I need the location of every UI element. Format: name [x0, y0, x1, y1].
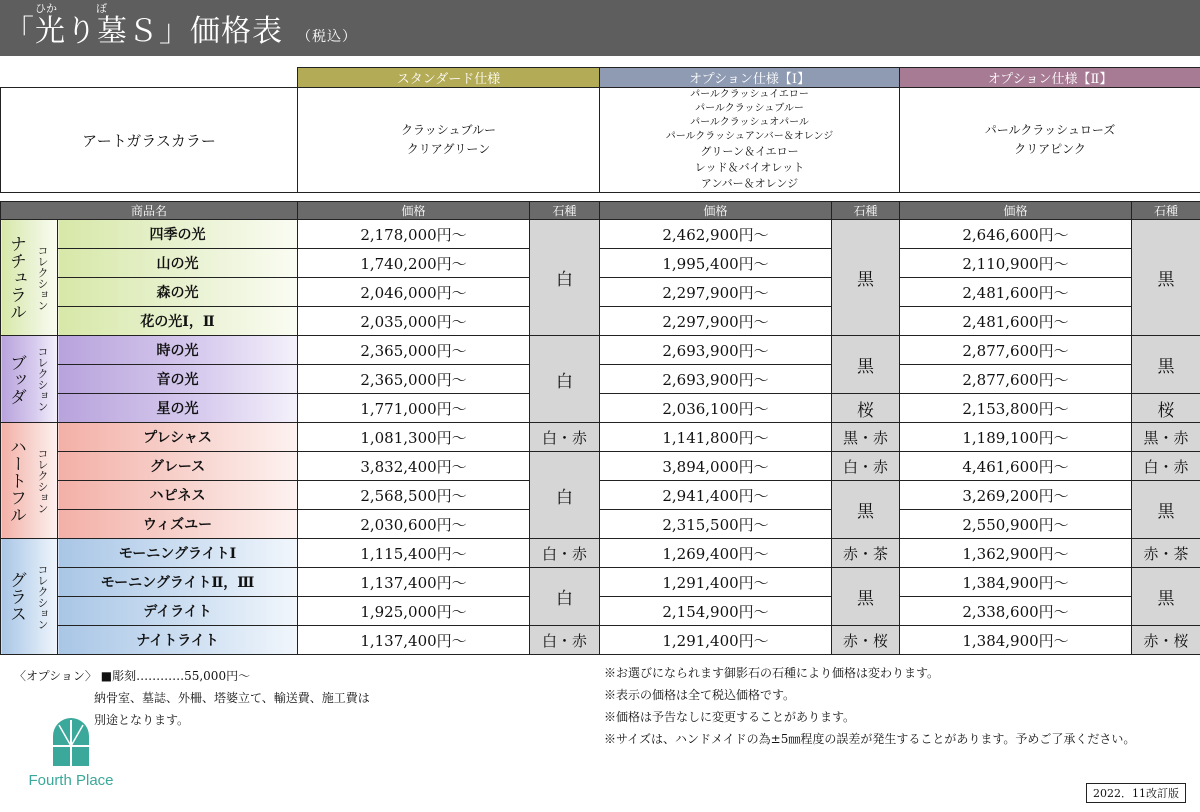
price-option2: 2,110,900円～	[900, 249, 1132, 278]
glass-option2-cell	[900, 88, 1200, 193]
table-row	[1, 336, 1200, 365]
note-item: ※価格は予告なしに変更することがあります。	[604, 710, 856, 724]
price-option2: 2,153,800円～	[900, 394, 1132, 423]
glass-color-name: パールクラッシュブルー	[695, 103, 804, 114]
stone-option1: 赤・茶	[832, 539, 900, 568]
standard-spec-header: スタンダード仕様	[298, 68, 600, 88]
product-name: ナイトライト	[58, 626, 298, 655]
stone-option2: 黒	[1132, 568, 1200, 626]
price-option2: 1,384,900円～	[900, 626, 1132, 655]
price-standard: 2,365,000円～	[298, 336, 530, 365]
price-standard: 2,365,000円～	[298, 365, 530, 394]
collection-glass	[1, 539, 58, 655]
price-standard: 3,832,400円～	[298, 452, 530, 481]
collection-natural	[1, 220, 58, 336]
product-name: 山の光	[58, 249, 298, 278]
ruby-haka: ぼ	[96, 2, 107, 15]
price-standard: 1,137,400円～	[298, 626, 530, 655]
price-option2: 2,877,600円～	[900, 365, 1132, 394]
price-standard: 1,925,000円～	[298, 597, 530, 626]
collection-name: グラス	[6, 571, 26, 622]
note-item: ※お選びになられます御影石の石種により価格は変わります。	[604, 666, 940, 680]
price-standard: 2,030,600円～	[298, 510, 530, 539]
stone-option2: 黒	[1132, 220, 1200, 336]
page-title	[4, 6, 357, 50]
stone-standard: 白	[530, 452, 600, 539]
product-name: ハピネス	[58, 481, 298, 510]
collection-sub: コレクション	[36, 346, 49, 412]
brand-logo	[16, 716, 126, 789]
product-name: グレース	[58, 452, 298, 481]
table-row	[1, 365, 1200, 394]
price-option2: 2,550,900円～	[900, 510, 1132, 539]
glass-color-name: クリアグリーン	[406, 142, 491, 156]
table-row	[1, 220, 1200, 249]
price-standard: 2,035,000円～	[298, 307, 530, 336]
table-row	[1, 452, 1200, 481]
product-name: 時の光	[58, 336, 298, 365]
stone-standard: 白	[530, 220, 600, 336]
price-option2: 1,189,100円～	[900, 423, 1132, 452]
stone-standard: 白・赤	[530, 423, 600, 452]
price-option2: 4,461,600円～	[900, 452, 1132, 481]
price-option1: 2,315,500円～	[600, 510, 832, 539]
table-row	[1, 249, 1200, 278]
stone-option2: 黒	[1132, 481, 1200, 539]
option1-spec-header: オプション仕様【Ⅰ】	[600, 68, 900, 88]
table-row	[1, 597, 1200, 626]
glass-color-name: レッド＆バイオレット	[694, 161, 805, 174]
price-option1: 1,291,400円～	[600, 626, 832, 655]
price-option1: 2,297,900円～	[600, 278, 832, 307]
price-option2: 2,481,600円～	[900, 307, 1132, 336]
price-standard: 2,046,000円～	[298, 278, 530, 307]
glass-color-name: アンバー＆オレンジ	[700, 177, 799, 190]
col-price: 価格	[900, 202, 1132, 220]
stone-option2: 黒	[1132, 336, 1200, 394]
price-standard: 1,115,400円～	[298, 539, 530, 568]
stone-option1: 黒・赤	[832, 423, 900, 452]
options-label: 〈オプション〉	[14, 669, 97, 683]
glass-color-name: クラッシュブルー	[400, 123, 497, 137]
collection-sub: コレクション	[36, 447, 49, 514]
price-option2: 1,362,900円～	[900, 539, 1132, 568]
stone-option1: 桜	[832, 394, 900, 423]
collection-name: ブッダ	[6, 353, 26, 405]
product-name: ウィズユー	[58, 510, 298, 539]
table-row	[1, 423, 1200, 452]
table-row	[1, 481, 1200, 510]
revision-label: 2022．11改訂版	[1086, 783, 1186, 803]
price-option1: 2,941,400円～	[600, 481, 832, 510]
price-option2: 2,338,600円～	[900, 597, 1132, 626]
price-standard: 2,568,500円～	[298, 481, 530, 510]
collection-sub: コレクション	[36, 244, 49, 311]
stone-option1: 白・赤	[832, 452, 900, 481]
product-name: 四季の光	[58, 220, 298, 249]
price-option1: 1,269,400円～	[600, 539, 832, 568]
price-table	[0, 67, 1200, 655]
product-name: プレシャス	[58, 423, 298, 452]
col-stone: 石種	[530, 202, 600, 220]
stone-option2: 赤・桜	[1132, 626, 1200, 655]
price-option1: 2,693,900円～	[600, 365, 832, 394]
price-standard: 1,740,200円～	[298, 249, 530, 278]
options-engraving-line	[14, 665, 370, 687]
price-standard: 1,081,300円～	[298, 423, 530, 452]
price-option2: 2,481,600円～	[900, 278, 1132, 307]
product-name: 音の光	[58, 365, 298, 394]
price-option1: 2,462,900円～	[600, 220, 832, 249]
engraving-option: ■彫刻…………55,000円～	[100, 669, 251, 683]
options-extra-line1: 納骨室、墓誌、外柵、塔婆立て、輸送費、施工費は	[94, 691, 370, 705]
product-name: モーニングライトⅠ	[58, 539, 298, 568]
stone-option2: 赤・茶	[1132, 539, 1200, 568]
ruby-hikari: ひか	[35, 2, 57, 15]
glass-color-name: グリーン＆イエロー	[700, 145, 799, 158]
stone-option2: 桜	[1132, 394, 1200, 423]
price-option1: 1,141,800円～	[600, 423, 832, 452]
table-row	[1, 278, 1200, 307]
table-row	[1, 626, 1200, 655]
header-bar	[0, 0, 1200, 56]
price-option1: 2,693,900円～	[600, 336, 832, 365]
stone-option1: 赤・桜	[832, 626, 900, 655]
price-option1: 2,297,900円～	[600, 307, 832, 336]
price-option2: 1,384,900円～	[900, 568, 1132, 597]
options-extra-line2: 別途となります。	[94, 713, 190, 727]
stone-option2: 黒・赤	[1132, 423, 1200, 452]
glass-color-row	[1, 88, 1200, 193]
stone-standard: 白	[530, 336, 600, 423]
stone-standard: 白・赤	[530, 626, 600, 655]
glass-standard-cell	[298, 88, 600, 193]
price-standard: 1,137,400円～	[298, 568, 530, 597]
glass-color-name: パールクラッシュローズ	[984, 123, 1116, 137]
collection-name: ハートフル	[6, 438, 26, 523]
product-name: 森の光	[58, 278, 298, 307]
stone-option2: 白・赤	[1132, 452, 1200, 481]
collection-buddha	[1, 336, 58, 423]
table-row	[1, 539, 1200, 568]
title-tax-note: （税込）	[297, 29, 357, 45]
option2-spec-header: オプション仕様【Ⅱ】	[900, 68, 1200, 88]
col-stone: 石種	[1132, 202, 1200, 220]
stone-option1: 黒	[832, 568, 900, 626]
glass-option1-cell	[600, 88, 900, 193]
stone-option1: 黒	[832, 220, 900, 336]
product-name: 花の光Ⅰ，Ⅱ	[58, 307, 298, 336]
glass-color-name: クリアピンク	[1014, 142, 1086, 156]
notes-section	[604, 662, 1135, 750]
product-name: 星の光	[58, 394, 298, 423]
collection-sub: コレクション	[36, 563, 49, 630]
table-row	[1, 568, 1200, 597]
price-option1: 2,154,900円～	[600, 597, 832, 626]
price-standard: 2,178,000円～	[298, 220, 530, 249]
glass-color-label: アートガラスカラー	[1, 88, 298, 193]
brand-name: Fourth Place	[28, 772, 114, 789]
price-standard: 1,771,000円～	[298, 394, 530, 423]
col-stone: 石種	[832, 202, 900, 220]
price-option1: 3,894,000円～	[600, 452, 832, 481]
product-name: デイライト	[58, 597, 298, 626]
glass-color-name: パールクラッシュアンバー＆オレンジ	[665, 131, 834, 142]
collection-heartful	[1, 423, 58, 539]
glass-color-name: パールクラッシュイエロー	[690, 89, 809, 100]
price-option1: 1,291,400円～	[600, 568, 832, 597]
table-row	[1, 394, 1200, 423]
stone-standard: 白	[530, 568, 600, 626]
col-price: 価格	[298, 202, 530, 220]
stone-standard: 白・赤	[530, 539, 600, 568]
stone-option1: 黒	[832, 336, 900, 394]
price-option2: 3,269,200円～	[900, 481, 1132, 510]
table-row	[1, 510, 1200, 539]
col-price: 価格	[600, 202, 832, 220]
arch-window-icon	[51, 716, 91, 766]
product-name: モーニングライトⅡ，Ⅲ	[58, 568, 298, 597]
glass-color-name: パールクラッシュオパール	[690, 117, 809, 128]
stone-option1: 黒	[832, 481, 900, 539]
collection-name: ナチュラル	[6, 235, 26, 320]
note-item: ※表示の価格は全て税込価格です。	[604, 688, 796, 702]
title-main: 「光り墓Ｓ」価格表	[4, 14, 283, 49]
price-option2: 2,646,600円～	[900, 220, 1132, 249]
spec-header-row	[1, 68, 1200, 88]
table-row	[1, 307, 1200, 336]
price-option1: 1,995,400円～	[600, 249, 832, 278]
price-option1: 2,036,100円～	[600, 394, 832, 423]
price-option2: 2,877,600円～	[900, 336, 1132, 365]
column-header-row	[1, 202, 1200, 220]
col-product-name: 商品名	[1, 202, 298, 220]
note-item: ※サイズは、ハンドメイドの為±5㎜程度の誤差が発生することがあります。予めご了承ください。	[604, 732, 1136, 746]
